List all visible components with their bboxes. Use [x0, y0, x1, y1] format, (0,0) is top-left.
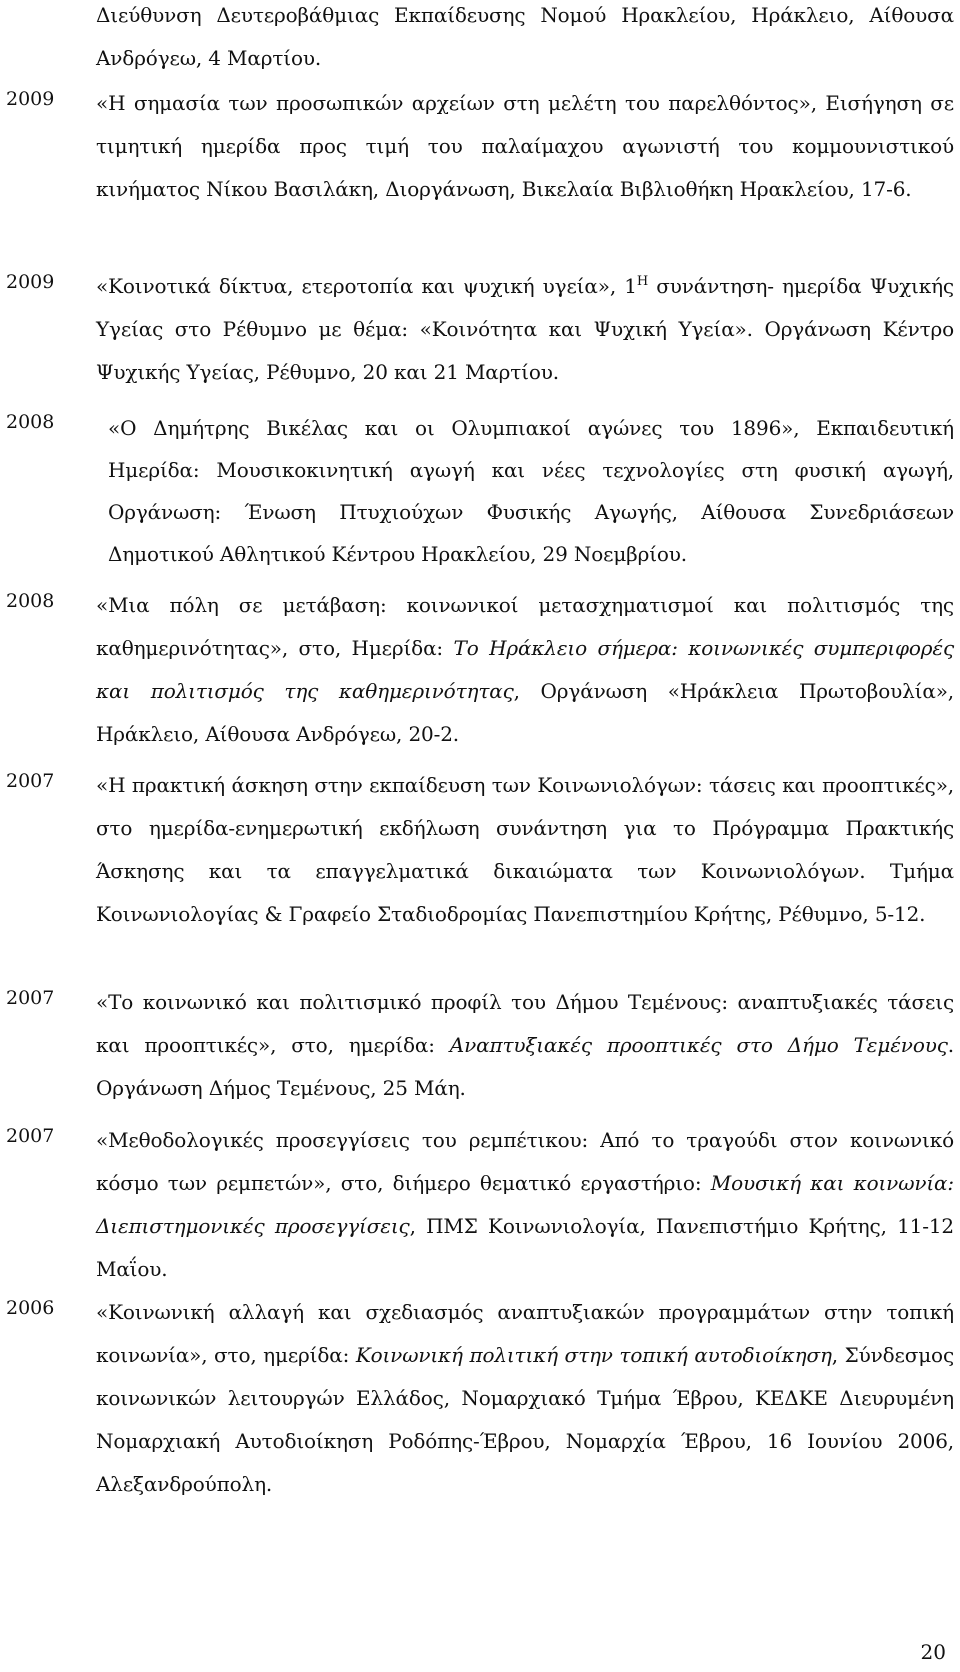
entry-text	[96, 1119, 954, 1291]
entry-text-run: , Σύνδεσμος κοινωνικών λειτουργών Ελλάδος, Νομαρχιακό Τμήμα Έβρου, ΚΕΔΚΕ Διευρυμένη Νομαρχιακή Αυτοδιοίκηση Ροδόπης-Έβρου, Νομαρχία Έβρου, 16 Ιουνίου 2006, Αλεξανδρούπολη.	[96, 1343, 954, 1496]
continuation-text: Διεύθυνση Δευτεροβάθμιας Εκπαίδευσης Νομού Ηρακλείου, Ηράκλειο, Αίθουσα Ανδρόγεω, 4 Μαρτίου.	[96, 3, 954, 70]
entry-italic-title: Κοινωνική πολιτική στην τοπική αυτοδιοίκηση	[355, 1343, 832, 1367]
page-number: 20	[920, 1640, 946, 1664]
entry-text-run: , Οργάνωση «Ηράκλεια Πρωτοβουλία», Ηράκλειο, Αίθουσα Ανδρόγεω, 20-2.	[96, 679, 954, 746]
entry-italic-title: Το Ηράκλειο σήμερα: κοινωνικές συμπεριφορές και πολιτισμός της καθημερινότητας	[96, 636, 954, 703]
entry-year: 2007	[6, 1125, 55, 1147]
entry-italic-title: Αναπτυξιακές προοπτικές στο Δήμο Τεμένους	[449, 1033, 948, 1057]
entry-year: 2006	[6, 1297, 55, 1319]
entry-text	[96, 981, 954, 1110]
entry-text-run: «Μεθοδολογικές προσεγγίσεις του ρεμπέτικου: Από το τραγούδι στον κοινωνικό κόσμο των ρεμπετών», στο, διήμερο θεματικό εργαστήριο:	[96, 1128, 954, 1195]
entry-text-run: «Μια πόλη σε μετάβαση: κοινωνικοί μετασχηματισμοί και πολιτισμός της καθημερινότητας», στο, Ημερίδα:	[96, 593, 954, 660]
entry-year: 2007	[6, 987, 55, 1009]
superscript-ordinal: Η	[636, 274, 649, 289]
entry-year: 2008	[6, 590, 55, 612]
entry-year: 2009	[6, 88, 55, 110]
entry-text	[96, 584, 954, 756]
entry-text	[108, 407, 954, 575]
entry-text	[96, 265, 954, 394]
entry-text-run: συνάντηση- ημερίδα Ψυχικής Υγείας στο Ρέθυμνο με θέμα: «Κοινότητα και Ψυχική Υγεία». Οργάνωση Κέντρο Ψυχικής Υγείας, Ρέθυμνο, 20 και 21 Μαρτίου.	[96, 274, 954, 384]
entry-text-run: . Οργάνωση Δήμος Τεμένους, 25 Μάη.	[96, 1033, 954, 1100]
entry-year: 2007	[6, 770, 55, 792]
entry-text-run: «Κοινοτικά δίκτυα, ετεροτοπία και ψυχική υγεία», 1	[96, 274, 637, 298]
entry-text	[96, 764, 954, 936]
entry-text-run: «Η πρακτική άσκηση στην εκπαίδευση των Κοινωνιολόγων: τάσεις και προοπτικές», στο ημερίδα-ενημερωτική εκδήλωση συνάντηση για το Πρόγραμμα Πρακτικής Άσκησης και τα επαγγελματικά δικαιώματα των Κοινωνιολόγων. Τμήμα Κοινωνιολογίας & Γραφείο Σταδιοδρομίας Πανεπιστημίου Κρήτης, Ρέθυμνο, 5-12.	[96, 773, 954, 926]
entry-italic-title: Μουσική και κοινωνία: Διεπιστημονικές προσεγγίσεις	[96, 1171, 954, 1238]
entry-text-run: , ΠΜΣ Κοινωνιολογία, Πανεπιστήμιο Κρήτης, 11-12 Μαΐου.	[96, 1214, 955, 1281]
entry-text	[96, 82, 954, 211]
entry-text-run: «Το κοινωνικό και πολιτισμικό προφίλ του Δήμου Τεμένους: αναπτυξιακές τάσεις και προοπτικές», στο, ημερίδα:	[96, 990, 954, 1057]
entry-text	[96, 1291, 954, 1506]
entry-text-run: «Κοινωνική αλλαγή και σχεδιασμός αναπτυξιακών προγραμμάτων στην τοπική κοινωνία», στο, ημερίδα:	[96, 1300, 954, 1367]
entry-year: 2008	[6, 411, 55, 433]
entry-text-run: «Η σημασία των προσωπικών αρχείων στη μελέτη του παρελθόντος», Εισήγηση σε τιμητική ημερίδα προς τιμή του παλαίμαχου αγωνιστή του κομμουνιστικού κινήματος Νίκου Βασιλάκη, Διοργάνωση, Βικελαία Βιβλιοθήκη Ηρακλείου, 17-6.	[96, 91, 954, 201]
entry-year: 2009	[6, 271, 55, 293]
entry-text-run: «Ο Δημήτρης Βικέλας και οι Ολυμπιακοί αγώνες του 1896», Εκπαιδευτική Ημερίδα: Μουσικοκινητική αγωγή και νέες τεχνολογίες στη φυσική αγωγή, Οργάνωση: Ένωση Πτυχιούχων Φυσικής Αγωγής, Αίθουσα Συνεδριάσεων Δημοτικού Αθλητικού Κέντρου Ηρακλείου, 29 Νοεμβρίου.	[108, 416, 954, 566]
